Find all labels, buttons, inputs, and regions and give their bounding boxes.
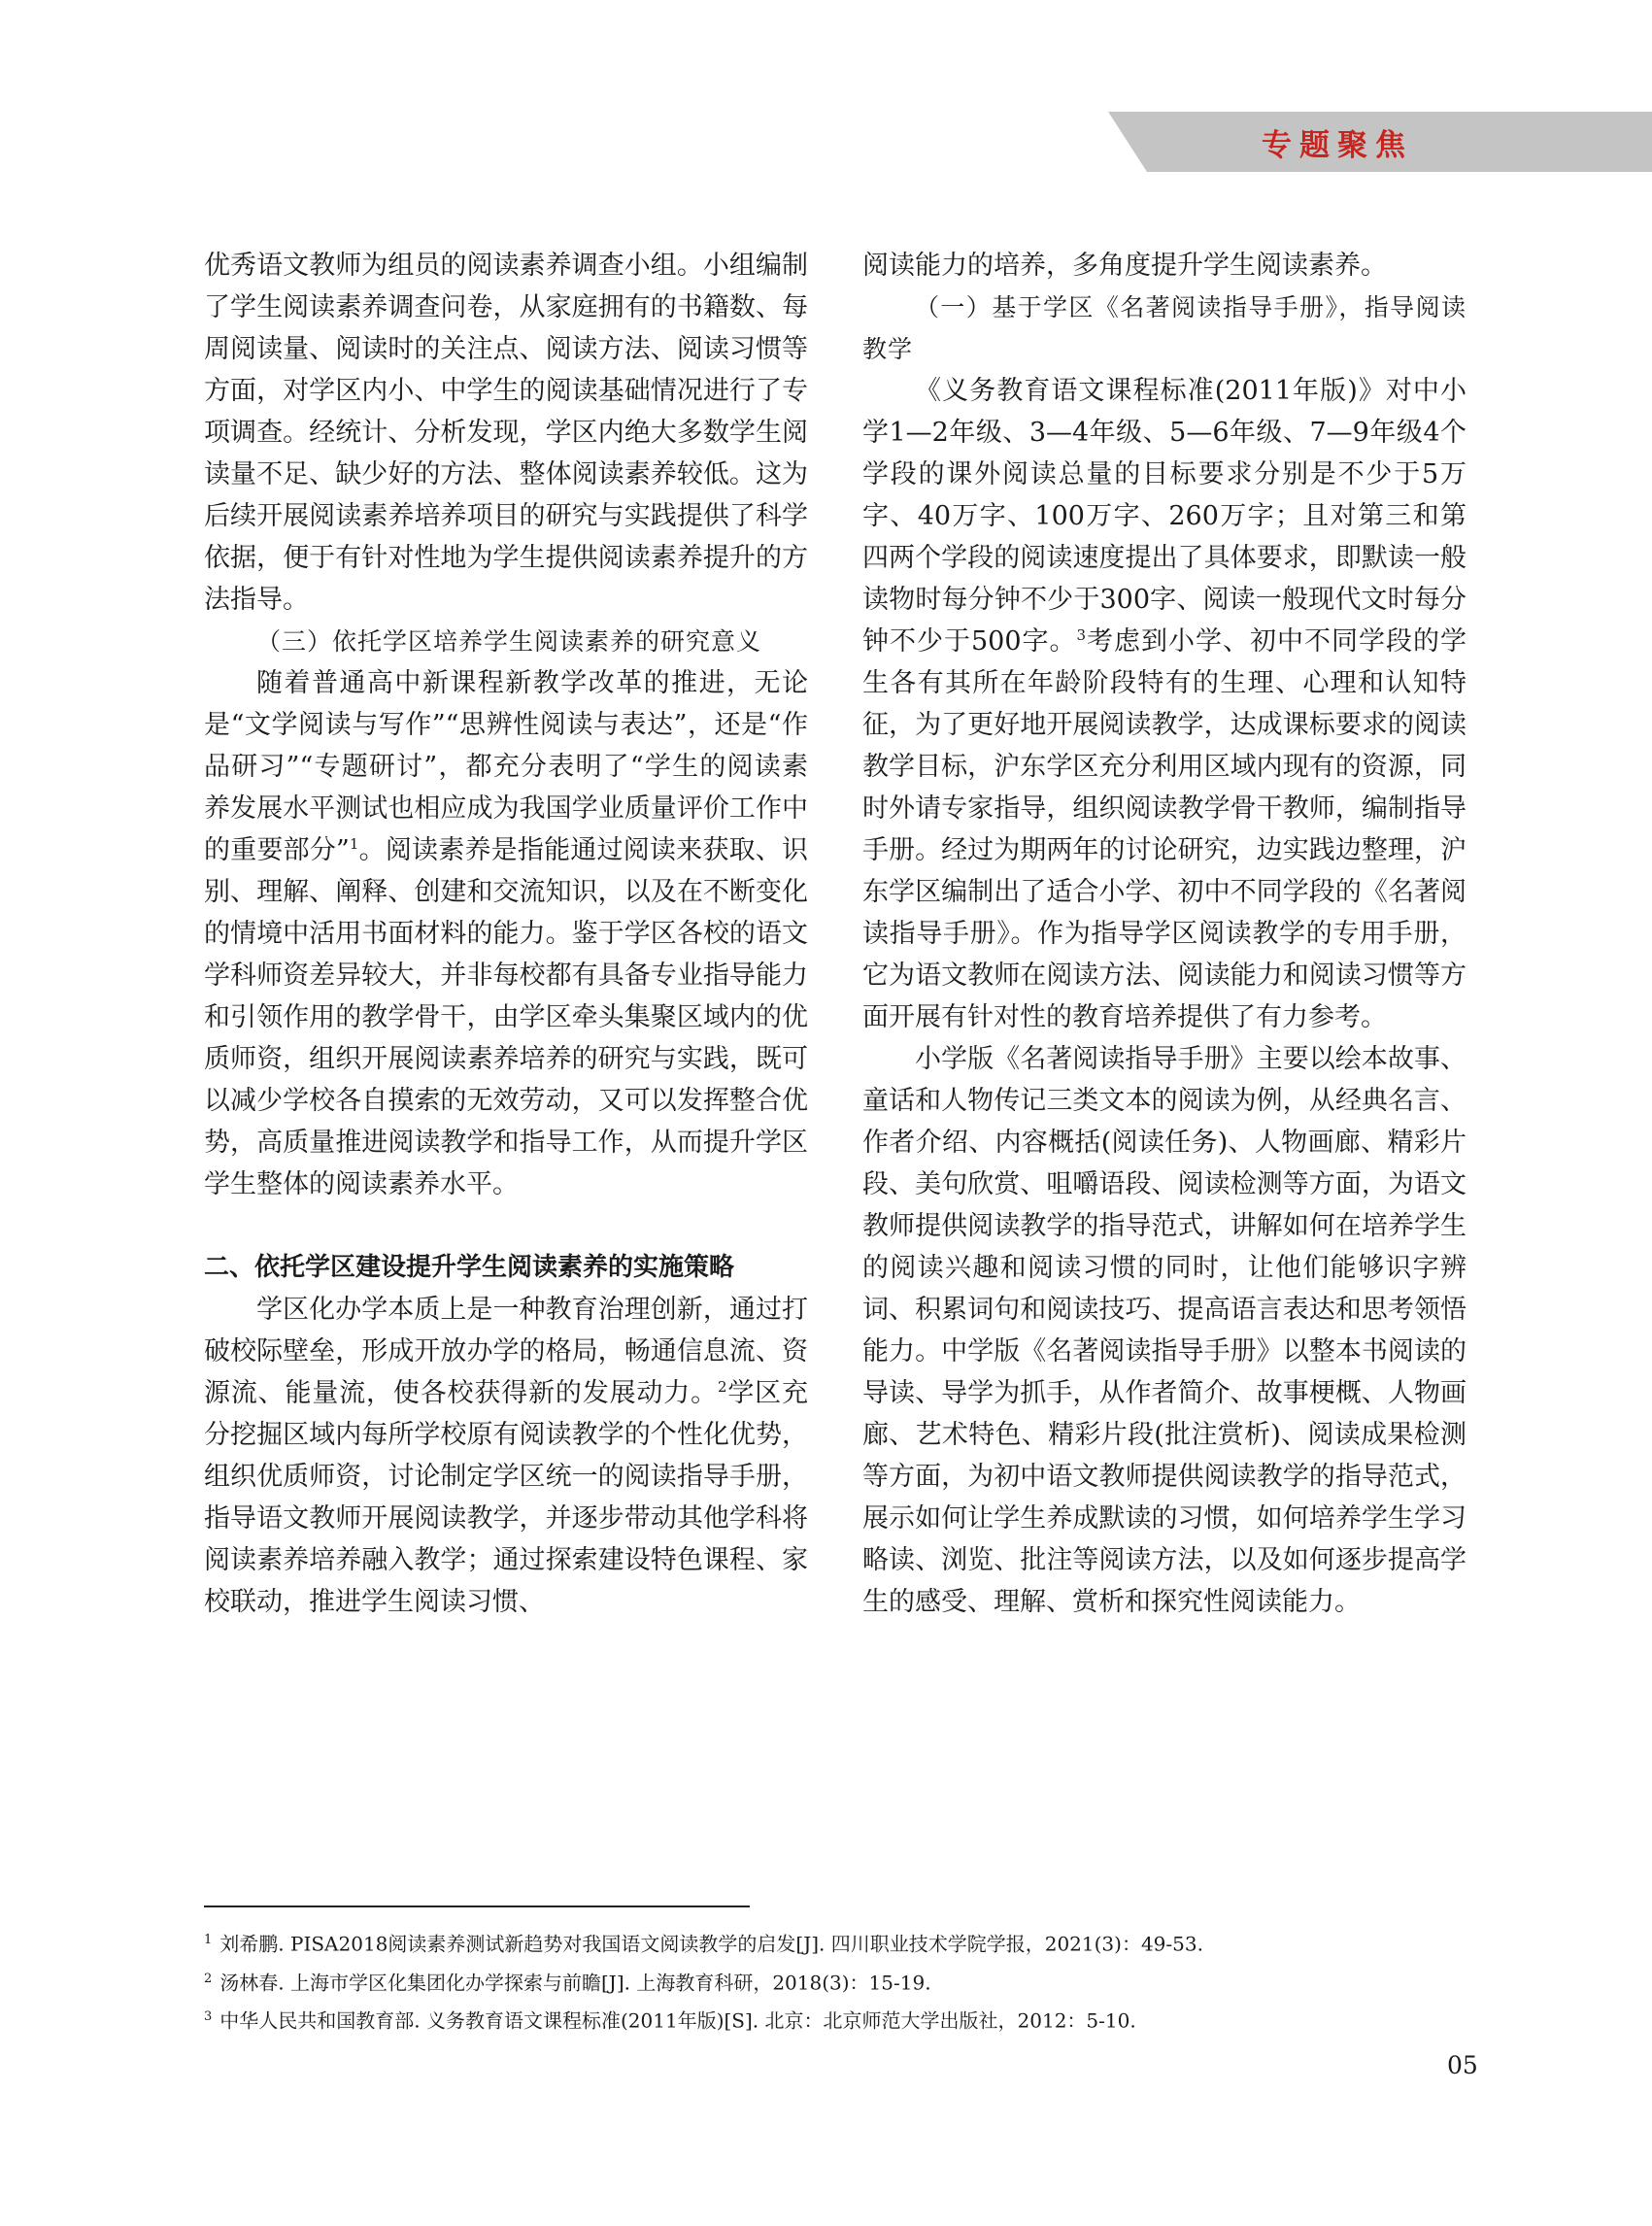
paragraph-text: 考虑到小学、初中不同学段的学生各有其所在年龄阶段特有的生理、心理和认知特征，为了更好地开展阅读教学，达成课标要求的阅读教学目标，沪东学区充分利用区域内现有的资源，同时外请专家指导，组织阅读教学骨干教师，编制指导手册。经过为期两年的讨论研究，边实践边整理，沪东学区编制出了适合小学、初中不同学段的《名著阅读指导手册》。作为指导学区阅读教学的专用手册，它为语文教师在阅读方法、阅读能力和阅读习惯等方面开展有针对性的教育培养提供了有力参考。 [862,626,1467,1032]
paragraph: 阅读能力的培养，多角度提升学生阅读素养。 [862,251,1387,281]
section-title: 专题聚焦 [1262,127,1413,163]
footnote-text: 中华人民共和国教育部. 义务教育语文课程标准(2011年版)[S]. 北京：北京师范大学出版社，2012：5-10. [219,2008,1136,2033]
footnote-number: 1 [204,1933,213,1947]
paragraph: 小学版《名著阅读指导手册》主要以绘本故事、童话和人物传记三类文本的阅读为例，从经典名言、作者介绍、内容概括(阅读任务)、人物画廊、精彩片段、美句欣赏、咀嚼语段、阅读检测等方面，为语文教师提供阅读教学的指导范式，讲解如何在培养学生的阅读兴趣和阅读习惯的同时，让他们能够识字辨词、积累词句和阅读技巧、提高语言表达和思考领悟能力。中学版《名著阅读指导手册》以整本书阅读的导读、导学为抓手，从作者简介、故事梗概、人物画廊、艺术特色、精彩片段(批注赏析)、阅读成果检测等方面，为初中语文教师提供阅读教学的指导范式，展示如何让学生养成默读的习惯，如何培养学生学习略读、浏览、批注等阅读方法，以及如何逐步提高学生的感受、理解、赏析和探究性阅读能力。 [862,1044,1467,1617]
section-heading: 二、依托学区建设提升学生阅读素养的实施策略 [204,1253,735,1282]
footnote-number: 3 [204,2009,213,2025]
footnote-text: 刘希鹏. PISA2018阅读素养测试新趋势对我国语文阅读教学的启发[J]. 四川职业技术学院学报，2021(3)：49-53. [219,1932,1203,1956]
paragraph: 优秀语文教师为组员的阅读素养调查小组。小组编制了学生阅读素养调查问卷，从家庭拥有的书籍数、每周阅读量、阅读时的关注点、阅读方法、阅读习惯等方面，对学区内小、中学生的阅读基础情况进行了专项调查。经统计、分析发现，学区内绝大多数学生阅读量不足、缺少好的方法、整体阅读素养较低。这为后续开展阅读素养培养项目的研究与实践提供了科学依据，便于有针对性地为学生提供阅读素养提升的方法指导。 [204,251,808,615]
footnotes [204,1923,1457,2039]
paragraph [204,662,808,1205]
right-column [862,245,1467,1623]
spacer [204,1205,808,1247]
footnote-text: 汤林春. 上海市学区化集团化办学探索与前瞻[J]. 上海教育科研，2018(3)：15-19. [219,1971,931,1995]
subsection-heading: （一）基于学区《名著阅读指导手册》，指导阅读教学 [862,293,1467,363]
footnote [204,1923,1457,1962]
subsection-heading: （三）依托学区培养学生阅读素养的研究意义 [256,627,762,656]
footnote-ref: 3 [1076,626,1087,644]
paragraph-text: 学区化办学本质上是一种教育治理创新，通过打破校际壁垒，形成开放办学的格局，畅通信息流、资源流、能量流，使各校获得新的发展动力。 [204,1295,808,1408]
footnote-number: 2 [204,1971,213,1986]
paragraph-text: 《义务教育语文课程标准(2011年版)》对中小学1—2年级、3—4年级、5—6年级、7—9年级4个学段的课外阅读总量的目标要求分别是不少于5万字、40万字、100万字、260万字；且对第三和第四两个学段的阅读速度提出了具体要求，即默读一般读物时每分钟不少于300字、阅读一般现代文时每分钟不少于500字。 [862,376,1467,657]
footnote-ref: 2 [717,1378,727,1396]
footnote-divider [204,1906,750,1907]
footnote-ref: 1 [349,835,359,853]
footnote [204,2000,1457,2039]
paragraph-text: 。阅读素养是指能通过阅读来获取、识别、理解、阐释、创建和交流知识，以及在不断变化的情境中活用书面材料的能力。鉴于学区各校的语文学科师资差异较大，并非每校都有具备专业指导能力和引领作用的教学骨干，由学区牵头集聚区域内的优质师资，组织开展阅读素养培养的研究与实践，既可以减少学校各自摸索的无效劳动，又可以发挥整合优势，高质量推进阅读教学和指导工作，从而提升学区学生整体的阅读素养水平。 [204,835,808,1199]
left-column [204,245,808,1623]
paragraph [862,370,1467,1038]
paragraph-text: 随着普通高中新课程新教学改革的推进，无论是“文学阅读与写作”“思辨性阅读与表达”，还是“作品研习”“专题研讨”，都充分表明了“学生的阅读素养发展水平测试也相应成为我国学业质量评价工作中的重要部分” [204,668,808,865]
paragraph-text: 学区充分挖掘区域内每所学校原有阅读教学的个性化优势，组织优质师资，讨论制定学区统一的阅读指导手册，指导语文教师开展阅读教学，并逐步带动其他学科将阅读素养培养融入教学；通过探索建设特色课程、家校联动，推进学生阅读习惯、 [204,1378,809,1617]
paragraph [204,1289,808,1623]
footnote [204,1962,1457,2001]
page-number: 05 [1447,2051,1478,2079]
